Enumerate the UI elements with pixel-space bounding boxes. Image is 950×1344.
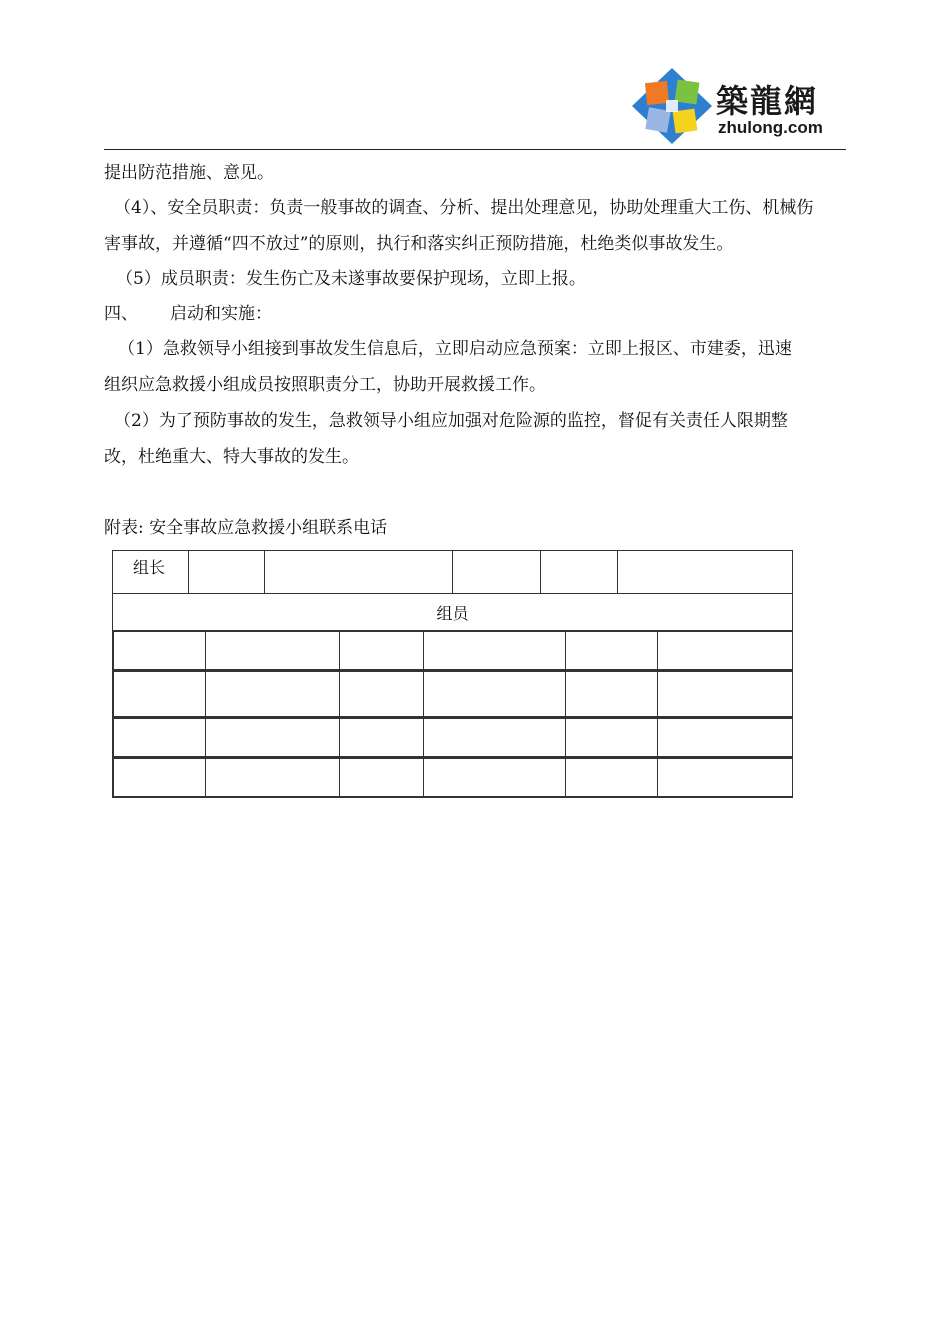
paragraph-member-duties: （5）成员职责：发生伤亡及未遂事故要保护现场，立即上报。 (116, 269, 586, 289)
table-cell (206, 759, 340, 797)
table-cell (114, 719, 206, 757)
table-cell (566, 719, 658, 757)
logo-chinese-text: 築龍網 (716, 82, 819, 120)
table-cell (206, 672, 340, 717)
safety-officer-line-1: （4）、安全员职责：负责一般事故的调查、分析、提出处理意见，协助处理重大工伤、机械伤 (114, 198, 814, 218)
member-subtable (113, 671, 792, 717)
member-row (113, 671, 793, 718)
table-cell (424, 759, 566, 797)
table-cell (618, 551, 793, 594)
leader-row (113, 551, 793, 594)
table-cell (189, 551, 265, 594)
table-cell (114, 759, 206, 797)
table-cell (114, 632, 206, 670)
table-cell (424, 632, 566, 670)
table-cell (340, 672, 424, 717)
paragraph-safety-officer-duties (104, 190, 849, 262)
table-cell (566, 632, 658, 670)
member-row (113, 758, 793, 798)
table-cell (206, 719, 340, 757)
table-caption: 附表: 安全事故应急救援小组联系电话 (104, 518, 388, 538)
logo-english-text: zhulong.com (718, 118, 823, 137)
table-cell (658, 759, 793, 797)
section-title: 启动和实施： (170, 304, 272, 324)
table-cell (340, 632, 424, 670)
table-cell (424, 719, 566, 757)
table-cell (453, 551, 541, 594)
members-header-row (113, 594, 793, 631)
paragraph-launch-step-2 (104, 403, 849, 475)
table-cell (566, 672, 658, 717)
table-cell (340, 719, 424, 757)
leader-label-cell: 组长 (113, 551, 189, 594)
zhulong-logo (630, 66, 850, 146)
launch-step-1-line-1: （1）急救领导小组接到事故发生信息后，立即启动应急预案：立即上报区、市建委，迅速 (118, 339, 792, 359)
member-row-cell (113, 631, 793, 671)
contact-table (112, 550, 793, 798)
table-cell (265, 551, 453, 594)
section-heading-launch (104, 296, 849, 332)
member-row-cell (113, 718, 793, 758)
table-cell (114, 672, 206, 717)
launch-step-1-line-2: 组织应急救援小组成员按照职责分工，协助开展救援工作。 (104, 375, 546, 395)
table-cell (658, 719, 793, 757)
member-row-cell (113, 671, 793, 718)
table-cell (658, 672, 793, 717)
section-number: 四、 (104, 304, 138, 324)
zhulong-logo-mark (630, 66, 714, 146)
member-subtable (113, 758, 792, 797)
member-subtable (113, 718, 792, 757)
table-cell (206, 632, 340, 670)
paragraph-prevention: 提出防范措施、意见。 (104, 163, 274, 183)
member-row (113, 631, 793, 671)
header-divider (104, 149, 846, 150)
safety-officer-line-2: 害事故，并遵循“四不放过”的原则，执行和落实纠正预防措施，杜绝类似事故发生。 (104, 234, 734, 254)
table-cell (424, 672, 566, 717)
table-cell (566, 759, 658, 797)
paragraph-launch-step-1 (104, 331, 849, 403)
launch-step-2-line-2: 改，杜绝重大、特大事故的发生。 (104, 447, 359, 467)
launch-step-2-line-1: （2）为了预防事故的发生，急救领导小组应加强对危险源的监控，督促有关责任人限期整 (114, 411, 788, 431)
table-cell (541, 551, 618, 594)
member-row-cell (113, 758, 793, 798)
table-cell (658, 632, 793, 670)
member-row (113, 718, 793, 758)
member-subtable (113, 631, 792, 670)
table-cell (340, 759, 424, 797)
members-label-cell: 组员 (113, 594, 793, 631)
